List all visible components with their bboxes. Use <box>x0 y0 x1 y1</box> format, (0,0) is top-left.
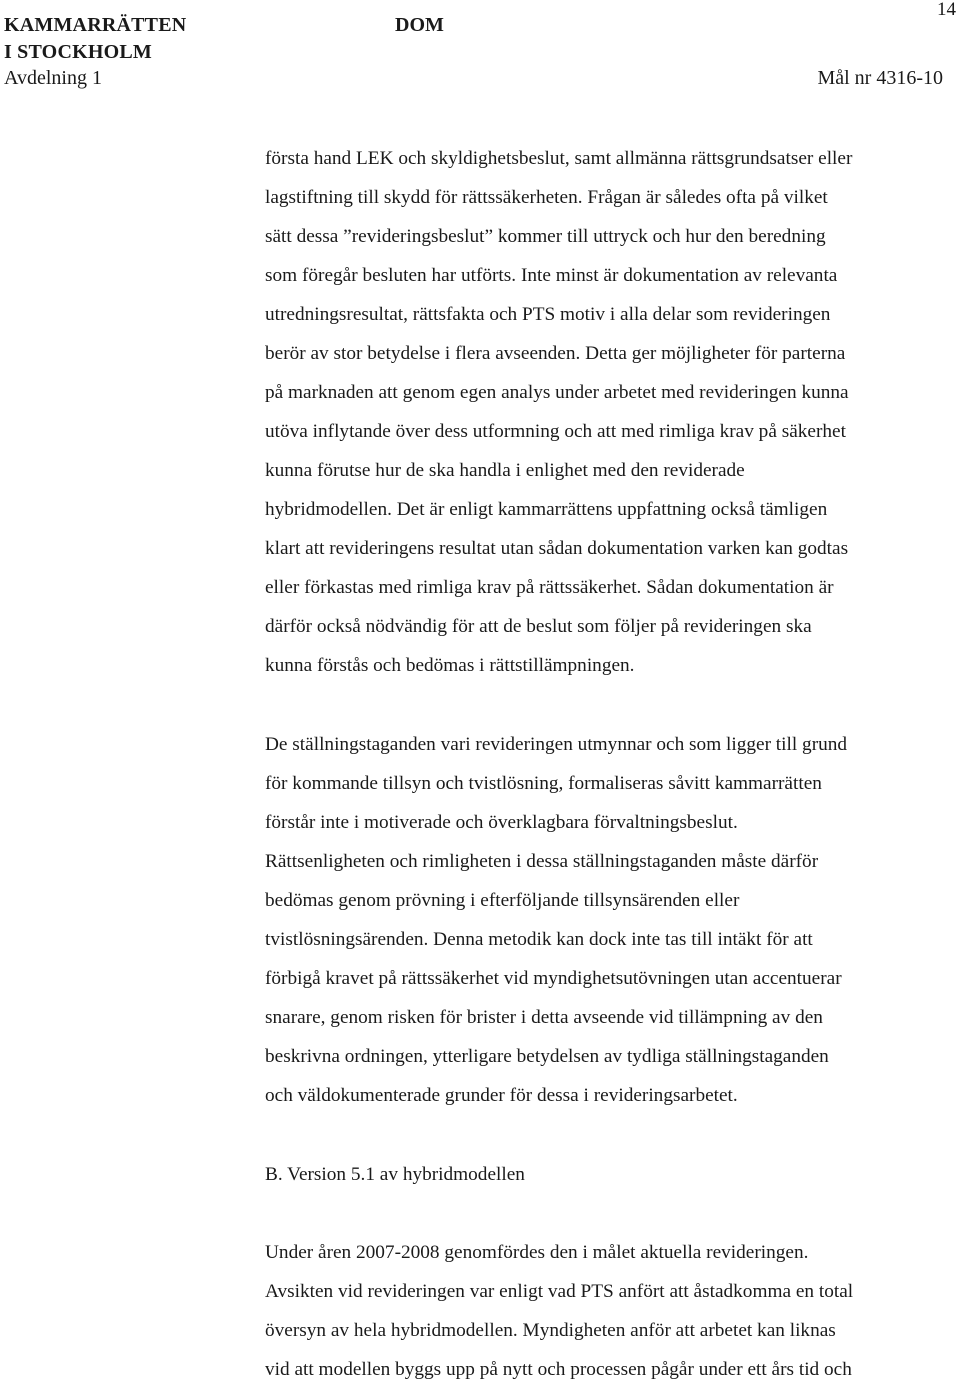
text-line: kunna förstås och bedömas i rättstillämpningen. <box>265 655 635 676</box>
case-number: Mål nr 4316-10 <box>817 67 943 89</box>
text-line: översyn av hela hybridmodellen. Myndigheten anför att arbetet kan liknas <box>265 1320 836 1341</box>
text-line: och väldokumenterade grunder för dessa i revideringsarbetet. <box>265 1085 738 1106</box>
text-line: på marknaden att genom egen analys under arbetet med revideringen kunna <box>265 382 849 403</box>
text-line: som föregår besluten har utförts. Inte minst är dokumentation av relevanta <box>265 265 838 286</box>
text-line: De ställningstaganden vari revideringen utmynnar och som ligger till grund <box>265 734 848 755</box>
page-number: 14 <box>937 0 956 20</box>
section-heading <box>265 1155 955 1194</box>
text-line: utöva inflytande över dess utformning och att med rimliga krav på säkerhet <box>265 421 846 442</box>
text-line: lagstiftning till skydd för rättssäkerheten. Frågan är således ofta på vilket <box>265 187 828 208</box>
division: Avdelning 1 <box>4 67 102 89</box>
text-line: berör av stor betydelse i flera avseenden. Detta ger möjligheter för parterna <box>265 343 846 364</box>
text-line: kunna förutse hur de ska handla i enlighet med den reviderade <box>265 460 745 481</box>
text-line: Under åren 2007-2008 genomfördes den i målet aktuella revideringen. <box>265 1242 809 1263</box>
text-line: klart att revideringens resultat utan sådan dokumentation varken kan godtas <box>265 538 849 559</box>
court-name <box>4 12 186 66</box>
text-line: B. Version 5.1 av hybridmodellen <box>265 1164 525 1185</box>
text-line: bedömas genom prövning i efterföljande tillsynsärenden eller <box>265 890 740 911</box>
text-line: därför också nödvändig för att de beslut som följer på revideringen ska <box>265 616 812 637</box>
text-line: Avsikten vid revideringen var enligt vad PTS anfört att åstadkomma en total <box>265 1281 854 1302</box>
text-line: hybridmodellen. Det är enligt kammarrättens uppfattning också tämligen <box>265 499 828 520</box>
court-name-line-1: KAMMARRÄTTEN <box>4 14 187 36</box>
document-type: DOM <box>395 14 444 36</box>
text-line: första hand LEK och skyldighetsbeslut, samt allmänna rättsgrundsatser eller <box>265 148 853 169</box>
paragraph <box>265 139 955 685</box>
text-line: för kommande tillsyn och tvistlösning, formaliseras såvitt kammarrätten <box>265 773 822 794</box>
paragraph <box>265 1233 955 1389</box>
text-line: vid att modellen byggs upp på nytt och processen pågår under ett års tid och <box>265 1359 852 1380</box>
text-line: förstår inte i motiverade och överklagbara förvaltningsbeslut. <box>265 812 738 833</box>
paragraph <box>265 725 955 1115</box>
text-line: förbigå kravet på rättssäkerhet vid myndighetsutövningen utan accentuerar <box>265 968 842 989</box>
text-line: beskrivna ordningen, ytterligare betydelsen av tydliga ställningstaganden <box>265 1046 829 1067</box>
text-line: sätt dessa ”revideringsbeslut” kommer till uttryck och hur den beredning <box>265 226 826 247</box>
text-line: snarare, genom risken för brister i detta avseende vid tillämpning av den <box>265 1007 823 1028</box>
court-name-line-2: I STOCKHOLM <box>4 41 152 63</box>
text-line: tvistlösningsärenden. Denna metodik kan dock inte tas till intäkt för att <box>265 929 813 950</box>
text-line: Rättsenligheten och rimligheten i dessa ställningstaganden måste därför <box>265 851 819 872</box>
text-line: eller förkastas med rimliga krav på rättssäkerhet. Sådan dokumentation är <box>265 577 834 598</box>
text-line: utredningsresultat, rättsfakta och PTS motiv i alla delar som revideringen <box>265 304 831 325</box>
